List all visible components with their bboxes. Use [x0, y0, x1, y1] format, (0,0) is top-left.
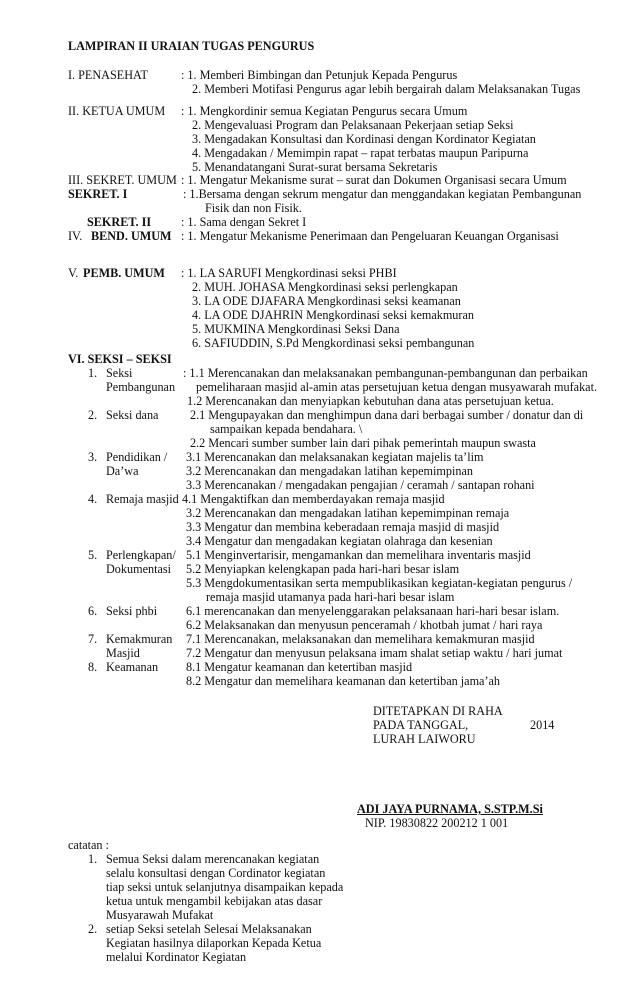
seksi-task: 1.2 Merencanakan dan menyiapkan kebutuhan dana atas persetujuan ketua.: [187, 394, 554, 408]
bendahara-number: IV.: [68, 229, 83, 243]
seksi-name: Remaja masjid: [106, 492, 179, 506]
note-line: tiap seksi untuk selanjutnya disampaikan kepada: [106, 880, 344, 894]
seksi-name: Seksi: [106, 366, 133, 380]
sekret2-text: : 1. Sama dengan Sekret I: [181, 215, 307, 229]
seksi-task: pemeliharaan masjid al-amin atas persetujuan ketua dengan musyawarah mufakat.: [196, 380, 598, 394]
seksi-task: 3.2 Merencanakan dan mengadakan latihan kepemimpinan: [186, 464, 473, 478]
note-number: 1.: [88, 852, 98, 866]
seksi-task: remaja masjid utamanya pada hari-hari besar islam: [206, 590, 455, 604]
penasehat-item: 2. Memberi Motifasi Pengurus agar lebih bergairah dalam Melaksanakan Tugas: [192, 82, 581, 96]
ketua-item: 2. Mengevaluasi Program dan Pelaksanaan Pekerjaan setiap Seksi: [192, 118, 514, 132]
note-line: Kegiatan hasilnya dilaporkan Kepada Ketua: [106, 936, 322, 950]
seksi-number: 3.: [88, 450, 98, 464]
seksi-task: 3.2 Merencanakan dan mengadakan latihan kepemimpinan remaja: [186, 506, 510, 520]
seksi-number: 6.: [88, 604, 98, 618]
seksi-task: 5.2 Menyiapkan kelengkapan pada hari-hari besar islam: [186, 562, 460, 576]
seksi-name: Seksi dana: [106, 408, 159, 422]
bendahara-label: BEND. UMUM: [91, 229, 172, 243]
note-number: 2.: [88, 922, 98, 936]
seksi-number: 7.: [88, 632, 98, 646]
seksi-name: Kemakmuran: [106, 632, 173, 646]
seksi-task: 7.2 Mengatur dan menyusun pelaksana imam shalat setiap waktu / hari jumat: [186, 646, 563, 660]
seksi-task: 6.1 merencanakan dan menyelenggarakan pelaksanaan hari-hari besar islam.: [186, 604, 560, 618]
seksi-task: 7.1 Merencanakan, melaksanakan dan memelihara kemakmuran masjid: [186, 632, 535, 646]
seksi-number: 2.: [88, 408, 98, 422]
seksi-name: Masjid: [106, 646, 140, 660]
pemb-umum-item: 3. LA ODE DJAFARA Mengkordinasi seksi keamanan: [192, 294, 461, 308]
seksi-task: 2.2 Mencari sumber sumber lain dari pihak pemerintah maupun swasta: [190, 436, 536, 450]
ketua-label: II. KETUA UMUM: [68, 104, 166, 118]
seksi-task: 8.2 Mengatur dan memelihara keamanan dan ketertiban jama’ah: [186, 674, 501, 688]
seksi-name: Dokumentasi: [106, 562, 171, 576]
signature-date-label: PADA TANGGAL,: [373, 718, 469, 732]
seksi-task: 3.3 Mengatur dan membina keberadaan remaja masjid di masjid: [186, 520, 500, 534]
pemb-umum-item: 6. SAFIUDDIN, S.Pd Mengkordinasi seksi pembangunan: [192, 336, 475, 350]
seksi-name: Pendidikan /: [106, 450, 168, 464]
seksi-name: Keamanan: [106, 660, 159, 674]
bendahara-text: : 1. Mengatur Mekanisme Penerimaan dan Pengeluaran Keuangan Organisasi: [181, 229, 559, 243]
document-title: LAMPIRAN II URAIAN TUGAS PENGURUS: [68, 39, 315, 53]
ketua-item: : 1. Mengkordinir semua Kegiatan Pengurus secara Umum: [181, 104, 468, 118]
seksi-number: 4.: [88, 492, 98, 506]
pemb-umum-label: PEMB. UMUM: [83, 266, 165, 280]
signature-place: DITETAPKAN DI RAHA: [373, 704, 503, 718]
seksi-name: Da’wa: [106, 464, 139, 478]
seksi-task: 8.1 Mengatur keamanan dan ketertiban masjid: [186, 660, 413, 674]
pemb-umum-item: 2. MUH. JOHASA Mengkordinasi seksi perlengkapan: [192, 280, 458, 294]
signatory-nip: NIP. 19830822 200212 1 001: [365, 816, 509, 830]
seksi-name: Perlengkapan/: [106, 548, 176, 562]
note-line: Musyarawah Mufakat: [106, 908, 214, 922]
seksi-number: 5.: [88, 548, 98, 562]
note-line: melalui Kordinator Kegiatan: [106, 950, 247, 964]
sekret-umum-text: : 1. Mengatur Mekanisme surat – surat dan Dokumen Organisasi secara Umum: [181, 173, 567, 187]
seksi-name: Seksi phbi: [106, 604, 158, 618]
pemb-umum-number: V.: [68, 266, 79, 280]
seksi-number: 1.: [88, 366, 98, 380]
seksi-task: 3.4 Mengatur dan mengadakan kegiatan olahraga dan kesenian: [186, 534, 493, 548]
seksi-name: Pembangunan: [106, 380, 176, 394]
sekret1-text: Fisik dan non Fisik.: [205, 201, 302, 215]
seksi-task: 3.3 Merencanakan / mengadakan pengajian / ceramah / santapan rohani: [186, 478, 535, 492]
ketua-item: 5. Menandatangani Surat-surat bersama Sekretaris: [192, 160, 438, 174]
seksi-task: 5.1 Menginvertarisir, mengamankan dan memelihara inventaris masjid: [186, 548, 531, 562]
seksi-number: 8.: [88, 660, 98, 674]
ketua-item: 4. Mengadakan / Memimpin rapat – rapat terbatas maupun Paripurna: [192, 146, 529, 160]
sekret2-label: SEKRET. II: [87, 215, 152, 229]
penasehat-item: : 1. Memberi Bimbingan dan Petunjuk Kepada Pengurus: [181, 68, 458, 82]
pemb-umum-item: 4. LA ODE DJAHRIN Mengkordinasi seksi kemakmuran: [192, 308, 474, 322]
seksi-task: 4.1 Mengaktifkan dan memberdayakan remaja masjid: [182, 492, 445, 506]
note-line: setiap Seksi setelah Selesai Melaksanakan: [106, 922, 312, 936]
signature-year: 2014: [530, 718, 555, 732]
notes-label: catatan :: [68, 838, 109, 852]
signatory-name: ADI JAYA PURNAMA, S.STP.M.Si: [357, 802, 543, 816]
signature-title: LURAH LAIWORU: [373, 732, 476, 746]
ketua-item: 3. Mengadakan Konsultasi dan Kordinasi dengan Kordinator Kegiatan: [192, 132, 536, 146]
note-line: selalu konsultasi dengan Cordinator kegiatan: [106, 866, 326, 880]
sekret-umum-label: III. SEKRET. UMUM: [68, 173, 177, 187]
pemb-umum-item: : 1. LA SARUFI Mengkordinasi seksi PHBI: [181, 266, 397, 280]
note-line: Semua Seksi dalam merencanakan kegiatan: [106, 852, 320, 866]
seksi-task: 2.1 Mengupayakan dan menghimpun dana dari berbagai sumber / donatur dan di: [190, 408, 584, 422]
seksi-task: : 1.1 Merencanakan dan melaksanakan pembangunan-pembangunan dan perbaikan: [183, 366, 588, 380]
pemb-umum-item: 5. MUKMINA Mengkordinasi Seksi Dana: [192, 322, 400, 336]
seksi-task: 5.3 Mengdokumentasikan serta mempublikasikan kegiatan-kegiatan pengurus /: [186, 576, 573, 590]
seksi-heading: VI. SEKSI – SEKSI: [68, 352, 172, 366]
sekret1-label: SEKRET. I: [68, 187, 128, 201]
seksi-task: 6.2 Melaksanakan dan menyusun penceramah / khotbah jumat / hari raya: [186, 618, 543, 632]
note-line: ketua untuk mengambil kebijakan atas dasar: [106, 894, 323, 908]
seksi-task: sampaikan kepada bendahara. \: [210, 422, 363, 436]
sekret1-text: : 1.Bersama dengan sekrum mengatur dan menggandakan kegiatan Pembangunan: [183, 187, 582, 201]
penasehat-label: I. PENASEHAT: [68, 68, 148, 82]
seksi-task: 3.1 Merencanakan dan melaksanakan kegiatan majelis ta’lim: [186, 450, 484, 464]
